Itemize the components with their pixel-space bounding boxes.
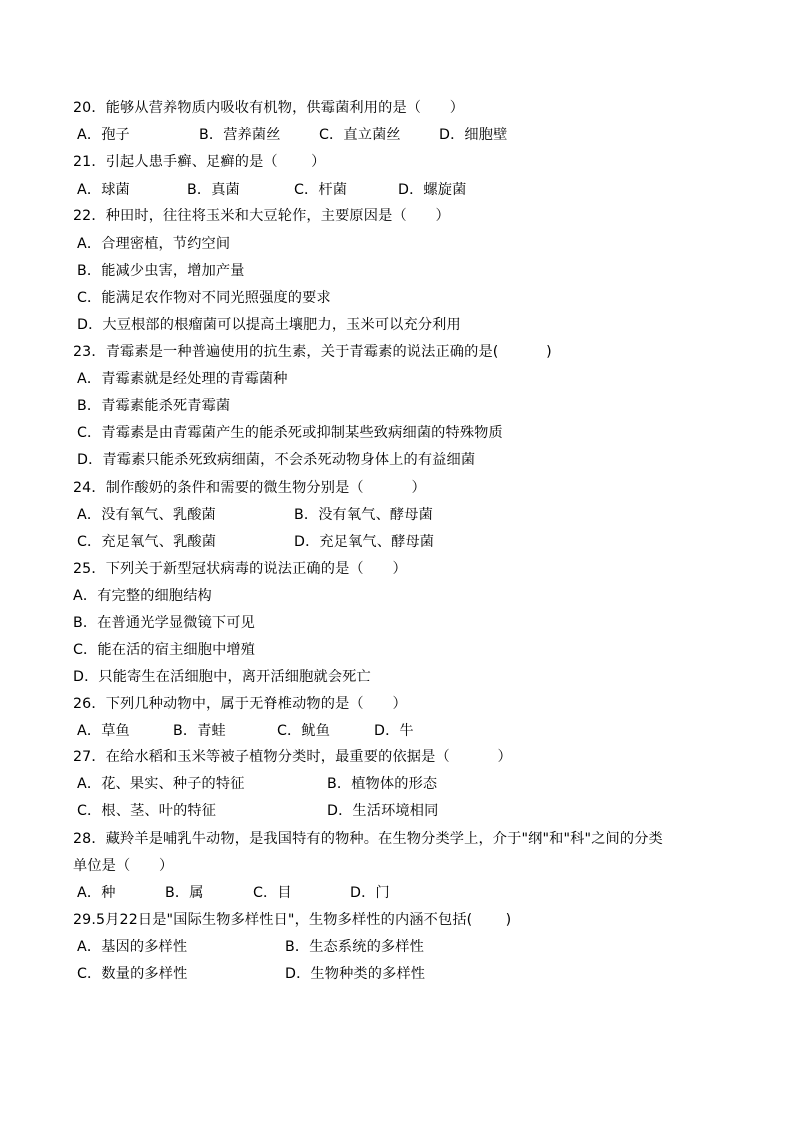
question-29-stem: 29.5月22日是"国际生物多样性日"，生物多样性的内涵不包括( ) bbox=[73, 912, 512, 928]
question-23-option-a: A．青霉素就是经处理的青霉菌种 bbox=[77, 371, 288, 387]
option-a: A．孢子 bbox=[77, 127, 130, 143]
question-25-option-a: A．有完整的细胞结构 bbox=[73, 588, 212, 604]
question-24-stem: 24．制作酸奶的条件和需要的微生物分别是（ ） bbox=[73, 480, 426, 496]
question-25-option-c: C．能在活的宿主细胞中增殖 bbox=[73, 642, 256, 658]
option-d: D．细胞壁 bbox=[439, 127, 508, 143]
option-a: A．花、果实、种子的特征 bbox=[77, 776, 245, 792]
option-a: A．没有氧气、乳酸菌 bbox=[77, 507, 216, 523]
option-c: C．杆菌 bbox=[294, 182, 348, 198]
question-27-options-row2 bbox=[77, 798, 439, 825]
question-26-options bbox=[77, 718, 414, 745]
question-27-options-row1 bbox=[77, 771, 438, 798]
question-29-options-row1 bbox=[77, 934, 424, 961]
option-d: D．牛 bbox=[374, 723, 414, 739]
option-a: A．基因的多样性 bbox=[77, 939, 188, 955]
question-22-option-b: B．能减少虫害，增加产量 bbox=[77, 263, 245, 279]
question-26-stem: 26．下列几种动物中，属于无脊椎动物的是（ ） bbox=[73, 696, 407, 712]
option-a: A．草鱼 bbox=[77, 723, 130, 739]
option-b: B．青蛙 bbox=[173, 723, 226, 739]
question-29-options-row2 bbox=[77, 961, 426, 988]
question-24-options-row1 bbox=[77, 502, 433, 529]
question-22-option-a: A．合理密植，节约空间 bbox=[77, 236, 231, 252]
option-a: A．种 bbox=[77, 885, 116, 901]
question-28-options bbox=[77, 880, 390, 907]
option-b: B．植物体的形态 bbox=[327, 776, 438, 792]
question-21-stem: 21．引起人患手癣、足癣的是（ ） bbox=[73, 154, 326, 170]
option-c: C．直立菌丝 bbox=[319, 127, 401, 143]
option-c: C．根、茎、叶的特征 bbox=[77, 803, 217, 819]
question-24-options-row2 bbox=[77, 529, 435, 556]
question-21-options bbox=[77, 177, 467, 204]
option-d: D．生活环境相同 bbox=[327, 803, 439, 819]
option-d: D．生物种类的多样性 bbox=[285, 966, 426, 982]
option-c: C．数量的多样性 bbox=[77, 966, 188, 982]
question-22-option-d: D．大豆根部的根瘤菌可以提高土壤肥力，玉米可以充分利用 bbox=[77, 317, 461, 333]
question-23-stem: 23．青霉素是一种普遍使用的抗生素，关于青霉素的说法正确的是( ) bbox=[73, 344, 552, 360]
question-25-option-d: D．只能寄生在活细胞中，离开活细胞就会死亡 bbox=[73, 669, 371, 685]
option-b: B．真菌 bbox=[187, 182, 240, 198]
option-c: C．鱿鱼 bbox=[277, 723, 331, 739]
option-c: C．目 bbox=[253, 885, 292, 901]
option-b: B．营养菌丝 bbox=[199, 127, 281, 143]
question-28-stem-continued: 单位是（ ） bbox=[73, 858, 174, 874]
question-23-option-c: C．青霉素是由青霉菌产生的能杀死或抑制某些致病细菌的特殊物质 bbox=[77, 425, 503, 441]
option-d: D．螺旋菌 bbox=[398, 182, 467, 198]
option-d: D．门 bbox=[350, 885, 390, 901]
option-b: B．属 bbox=[165, 885, 204, 901]
question-22-stem: 22．种田时，往往将玉米和大豆轮作，主要原因是（ ） bbox=[73, 208, 450, 224]
question-23-option-b: B．青霉素能杀死青霉菌 bbox=[77, 398, 231, 414]
option-d: D．充足氧气、酵母菌 bbox=[294, 534, 435, 550]
question-20-stem: 20．能够从营养物质内吸收有机物，供霉菌利用的是（ ） bbox=[73, 100, 465, 116]
question-22-option-c: C．能满足农作物对不同光照强度的要求 bbox=[77, 290, 331, 306]
question-25-option-b: B．在普通光学显微镜下可见 bbox=[73, 615, 255, 631]
option-c: C．充足氧气、乳酸菌 bbox=[77, 534, 217, 550]
option-b: B．生态系统的多样性 bbox=[285, 939, 424, 955]
question-28-stem: 28．藏羚羊是哺乳牛动物，是我国特有的物种。在生物分类学上，介于"纲"和"科"之间的分类 bbox=[73, 831, 663, 847]
question-25-stem: 25．下列关于新型冠状病毒的说法正确的是（ ） bbox=[73, 561, 407, 577]
option-a: A．球菌 bbox=[77, 182, 130, 198]
question-27-stem: 27．在给水稻和玉米等被子植物分类时，最重要的依据是（ ） bbox=[73, 749, 512, 765]
question-20-options bbox=[77, 122, 508, 149]
option-b: B．没有氧气、酵母菌 bbox=[294, 507, 433, 523]
question-23-option-d: D．青霉素只能杀死致病细菌，不会杀死动物身体上的有益细菌 bbox=[77, 452, 476, 468]
